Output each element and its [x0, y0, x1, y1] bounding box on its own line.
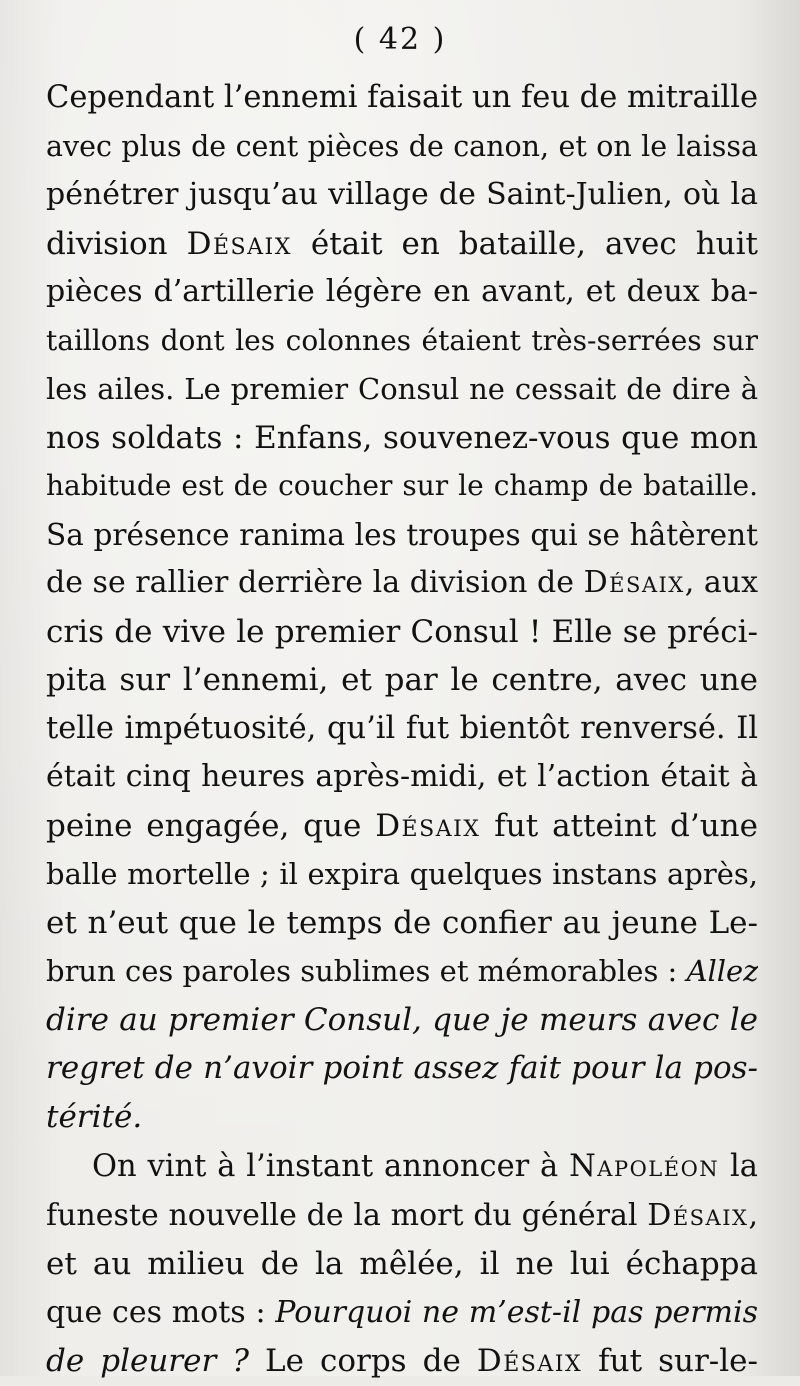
text-line	[46, 850, 758, 899]
text-run: telle impétuosité, qu’il fut bientôt renversé. Il	[46, 710, 758, 746]
text-line	[46, 899, 758, 948]
text-run: peine engagée, que	[46, 807, 376, 844]
small-caps-run: Désaix	[583, 565, 685, 600]
text-line	[46, 996, 758, 1045]
text-line	[46, 705, 758, 754]
text-line	[46, 753, 758, 802]
text-line	[46, 1143, 758, 1192]
small-caps-run: Désaix	[476, 1343, 583, 1379]
text-run: était cinq heures après-midi, et l’action était à	[46, 759, 758, 794]
italic-run: Allez	[686, 954, 758, 988]
text-run: habitude est de coucher sur le champ de bataille.	[46, 469, 758, 502]
text-line	[46, 317, 758, 366]
text-run: les ailes. Le premier Consul ne cessait de dire à	[46, 372, 758, 406]
small-caps-run: Napoléon	[569, 1149, 720, 1184]
text-run: avec plus de cent pièces de canon, et on le laissa	[46, 129, 758, 163]
text-line	[46, 947, 758, 996]
text-run: cris de vive le premier Consul ! Elle se préci-	[46, 613, 758, 650]
text-line	[46, 656, 758, 705]
text-run: Cependant l’ennemi faisait un feu de mitraille	[46, 80, 758, 115]
text-line	[46, 74, 758, 123]
text-run: nos soldats : Enfans, souvenez-vous que mon	[46, 419, 758, 456]
text-run: funeste nouvelle de la mort du général	[46, 1197, 648, 1233]
text-run: taillons dont les colonnes étaient très-serrées sur	[46, 323, 758, 357]
text-run: pita sur l’ennemi, et par le centre, avec une	[46, 662, 758, 698]
italic-run: de pleurer ?	[46, 1343, 249, 1379]
text-run: pénétrer jusqu’au village de Saint-Julien, où la	[46, 177, 758, 212]
small-caps-run: Désaix	[647, 1197, 749, 1233]
text-run: Le corps de	[248, 1343, 477, 1379]
text-line	[46, 414, 758, 463]
text-line	[46, 220, 758, 269]
text-line	[46, 559, 758, 608]
text-run: fut sur-le-	[582, 1343, 758, 1379]
text-run: On vint à l’instant annoncer à	[92, 1149, 570, 1184]
text-line	[46, 802, 758, 851]
text-run: que ces mots :	[46, 1294, 276, 1330]
text-line	[46, 365, 758, 414]
text-run: balle mortelle ; il expira quelques instans après,	[46, 857, 758, 891]
page-number: ( 42 )	[353, 22, 447, 57]
text-line	[46, 268, 758, 317]
text-line	[46, 1093, 758, 1142]
text-run: de se rallier derrière la division de	[46, 565, 584, 600]
text-line	[46, 511, 758, 560]
small-caps-run: Désaix	[375, 807, 481, 844]
text-line	[46, 1192, 758, 1241]
text-line	[46, 1289, 758, 1338]
italic-run: térité.	[46, 1098, 143, 1135]
text-line	[46, 462, 758, 511]
text-line	[46, 171, 758, 220]
text-line	[46, 1337, 758, 1386]
text-run: ,	[748, 1197, 758, 1233]
text-run: brun ces paroles sublimes et mémorables :	[46, 954, 687, 988]
small-caps-run: Désaix	[186, 225, 292, 262]
text-run: et au milieu de la mêlée, il ne lui échappa	[46, 1246, 758, 1282]
text-line	[46, 1240, 758, 1289]
text-run: pièces d’artillerie légère en avant, et deux ba-	[46, 274, 758, 309]
text-line	[46, 123, 758, 172]
italic-run: regret de n’avoir point assez fait pour la pos-	[46, 1050, 758, 1086]
italic-run: dire au premier Consul, que je meurs avec le	[46, 1001, 758, 1038]
text-run: fut atteint d’une	[480, 807, 758, 844]
text-run: division	[46, 225, 187, 262]
text-run: était en bataille, avec huit	[291, 225, 758, 262]
italic-run: Pourquoi ne m’est-il pas permis	[275, 1294, 758, 1330]
text-line	[46, 1044, 758, 1093]
text-run: et n’eut que le temps de confier au jeune Le-	[46, 904, 758, 941]
text-line	[46, 608, 758, 657]
text-run: , aux	[684, 565, 758, 600]
text-run: la	[719, 1149, 758, 1184]
body-text	[46, 74, 758, 1386]
text-run: Sa présence ranima les troupes qui se hâtèrent	[46, 517, 758, 552]
